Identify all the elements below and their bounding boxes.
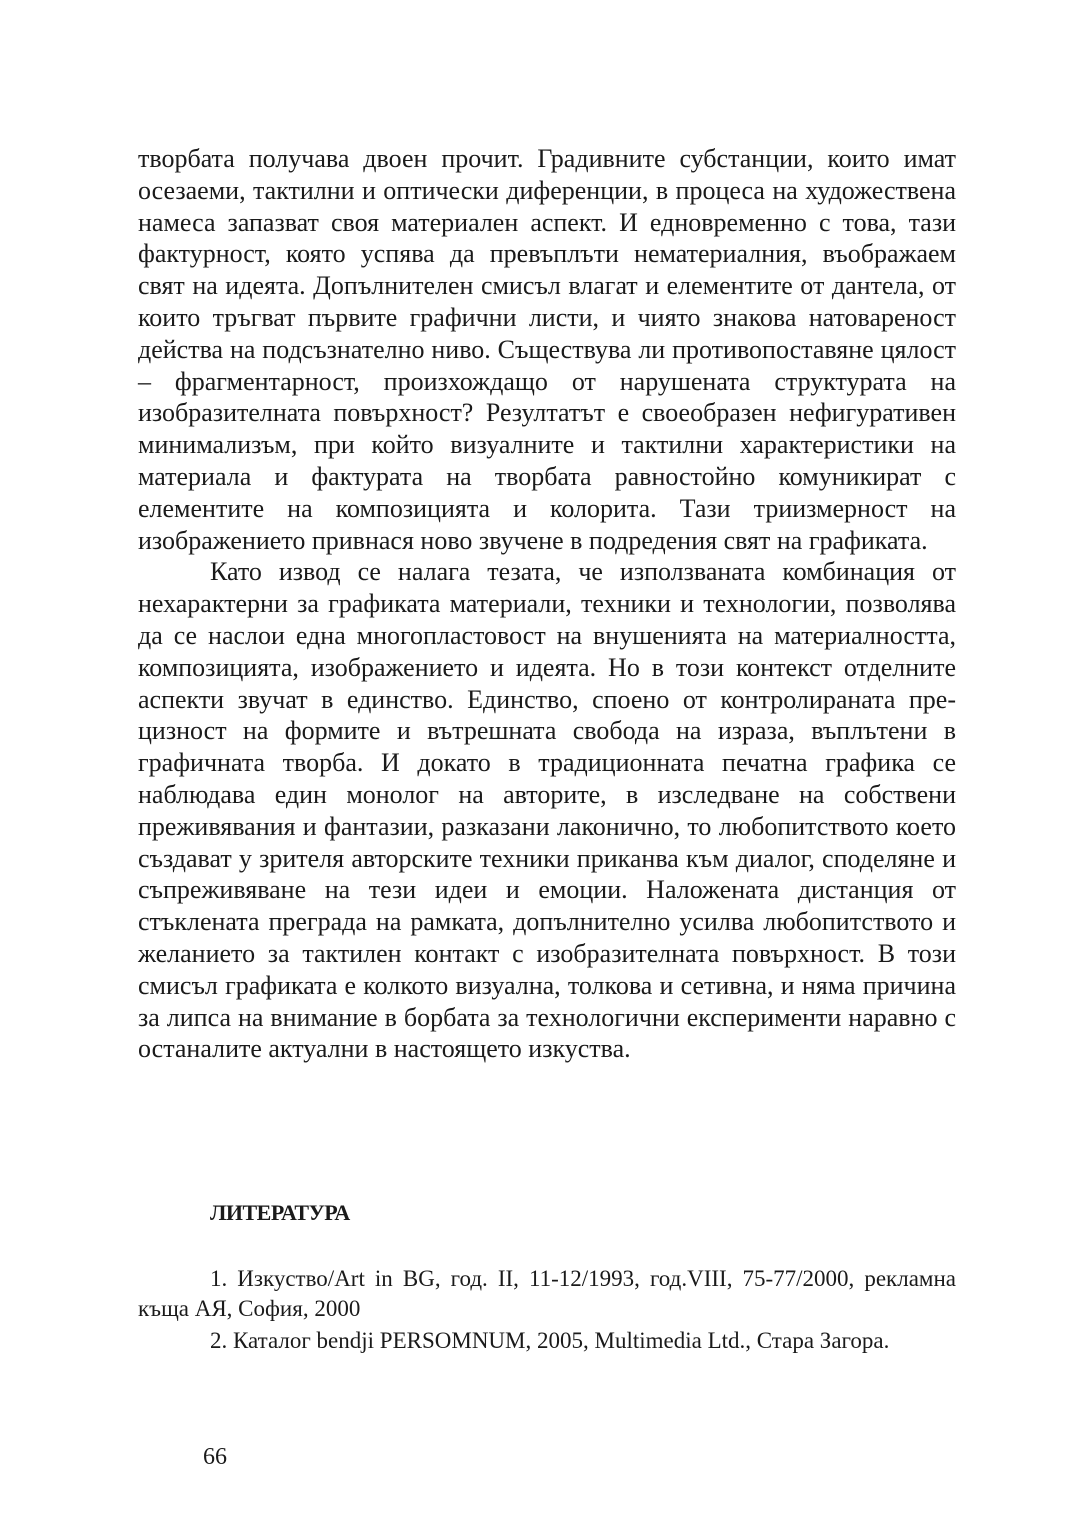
page-number: 66 [203, 1444, 227, 1470]
body-text [138, 143, 956, 1065]
body-paragraph-2: Като извод се налага тезата, че използваната комбинация от нехарактерни за графиката материали, техники и технологии, позволява да се наслои една многопластовост на внушенията на материалността, композицията, изображението и идеята. Но в този контекст отделните аспекти звучат в единство. Единство, споено от контролираната прецизност на формите и вътрешната свобода на израза, въплътени в графичната творба. И докато в традиционната печатна графика се наблюдава един монолог на авторите, в изследване на собствени преживявания и фантазии, разказани лаконично, то любопитството което създават у зрителя авторските техники приканва към диалог, споделяне и съпреживяване на тези идеи и емоции. Наложената дистанция от стъклената преграда на рамката, допълнително усилва любопитството и желанието за тактилен контакт с изобразителната повърхност. В този смисъл графиката е колкото визуална, толкова и сетивна, и няма причина за липса на внимание в борбата за технологични експерименти наравно с останалите актуални в настоящето изкуства. [138, 557, 956, 1064]
reference-item-2: 2. Каталог bendji PERSOMNUM, 2005, Multimedia Ltd., Стара Загора. [210, 1328, 890, 1353]
references-list [138, 1264, 956, 1358]
reference-item-1: 1. Изкуство/Art in BG, год. II, 11-12/1993, год.VIII, 75-77/2000, рекламна къща АЯ, София, 2000 [138, 1266, 956, 1321]
body-paragraph-1: творбата получава двоен прочит. Градивните субстанции, които имат осезаеми, тактилни и оптически диференции, в процеса на художествена намеса запазват своя материален аспект. И едновременно с това, тази фактурност, която успява да превъплъти нематериалния, въображаем свят на идеята. Допълнителен смисъл влагат и елементите от дантела, от които тръгват първите графични листи, и чиято знакова натовареност действа на подсъзнателно ниво. Съществува ли противопоставяне цялост – фрагментарност, произхождащо от нарушената структурата на изобразителната повърхност? Резултатът е своеобразен нефигуративен минимализъм, при който визуалните и тактилни характеристики на материала и фактурата на творбата равностойно комуникират с елементите на композицията и колорита. Тази триизмерност на изображението привнася ново звучене в подредения свят на графиката. [138, 144, 956, 555]
references-heading: ЛИТЕРАТУРА [210, 1200, 350, 1225]
